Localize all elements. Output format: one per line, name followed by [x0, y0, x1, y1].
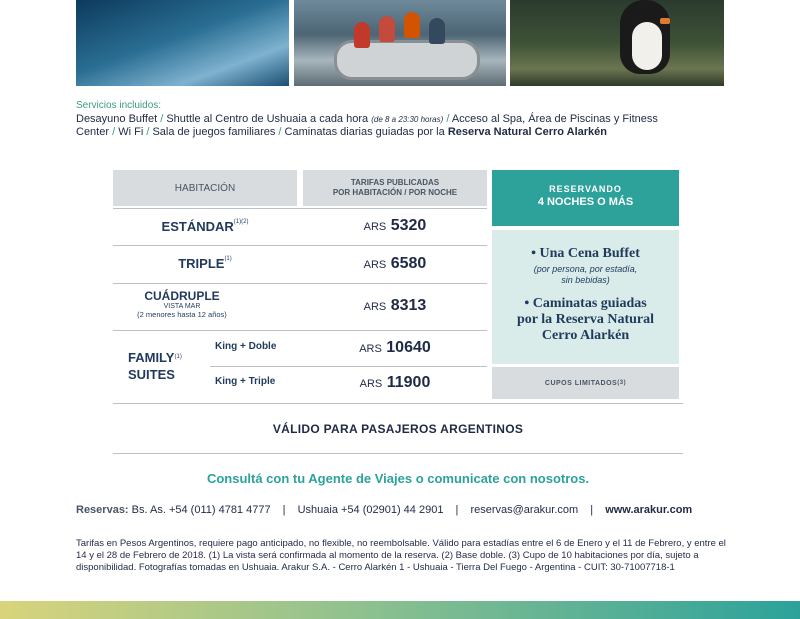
services-line-1: Desayuno Buffet / Shuttle al Centro de Ushuaia a cada hora (de 8 a 23:30 horas) / Acceso al Spa, Área de Piscinas y Fitness	[76, 113, 658, 125]
valid-notice: VÁLIDO PARA PASAJEROS ARGENTINOS	[272, 422, 524, 436]
promo-benefits	[492, 230, 679, 364]
row-divider	[113, 403, 683, 404]
penguin-beak	[660, 18, 670, 24]
room-standard-label: ESTÁNDAR	[161, 219, 234, 234]
header-rates-line2: POR HABITACIÓN / POR NOCHE	[332, 188, 458, 197]
price-value: 8313	[390, 297, 427, 314]
promo-limited-label: CUPOS LIMITADOS	[544, 379, 618, 387]
benefit-walks	[492, 296, 679, 344]
bottom-gradient-band	[0, 601, 800, 619]
promo-header-line2: 4 NOCHES O MÁS	[537, 196, 634, 208]
room-suites-label: SUITES	[128, 367, 175, 382]
service-walks: Caminatas diarias guiadas por la	[284, 126, 445, 138]
currency-label: ARS	[359, 378, 383, 390]
room-family-label: FAMILY	[128, 350, 175, 365]
header-rates	[303, 170, 487, 206]
email-link[interactable]: reservas@arakur.com	[470, 504, 579, 516]
photo-rafting	[294, 0, 506, 86]
photo-lake	[76, 0, 289, 86]
consult-message: Consultá con tu Agente de Viajes o comunicate con nosotros.	[206, 471, 590, 486]
benefit-dinner-note	[492, 264, 679, 286]
services-list	[76, 113, 716, 139]
service-breakfast: Desayuno Buffet	[76, 113, 158, 125]
room-standard	[113, 219, 297, 234]
row-divider	[210, 366, 487, 367]
person-shape	[404, 12, 420, 38]
price-standard	[303, 217, 487, 235]
room-quadruple-view: VISTA MAR	[163, 303, 201, 310]
service-wifi: Wi Fi	[118, 126, 144, 138]
family-option-king-double: King + Doble	[215, 341, 277, 352]
person-shape	[379, 16, 395, 42]
row-divider	[113, 453, 683, 454]
promo-limited-note: (3)	[617, 380, 627, 386]
currency-label: ARS	[363, 221, 387, 233]
benefit-walks-1: • Caminatas guiadas	[524, 296, 647, 311]
header-room: HABITACIÓN	[113, 170, 297, 206]
benefit-dinner-note-1: (por persona, por estadía,	[533, 264, 638, 274]
price-triple	[303, 255, 487, 273]
services-title: Servicios incluidos:	[76, 100, 162, 111]
benefit-walks-2: por la Reserva Natural	[517, 312, 654, 327]
price-value: 11900	[386, 374, 431, 391]
legal-text: Tarifas en Pesos Argentinos, requiere pago anticipado, no flexible, no reembolsable. Válido para estadías entre el 6 de Enero y el 11 de Febrero, y entre el 14 y el 28 de Febrero de 2018. (1) La vista será confirmada al momento de la reserva. (2) Base doble. (3) Cupo de 10 habitaciones por día, sujeto a disponibilidad. Fotografías tomadas en Ushuaia. Arakur S.A. - Cerro Alarkén 1 - Ushuaia - Tierra Del Fuego - Argentina - CUIT: 30-71007718-1	[76, 538, 726, 573]
room-quadruple-label: CUÁDRUPLE	[144, 289, 220, 303]
row-divider	[113, 283, 487, 284]
currency-label: ARS	[363, 301, 387, 313]
promo-limited	[492, 367, 679, 399]
room-quadruple-kids: (2 menores hasta 12 años)	[137, 310, 227, 319]
room-family-note: (1)	[174, 354, 182, 360]
price-quadruple	[303, 297, 487, 315]
service-spa: Acceso al Spa, Área de Piscinas y Fitness	[451, 113, 658, 125]
phone-ushuaia[interactable]: Ushuaia +54 (02901) 44 2901	[297, 504, 444, 516]
header-rates-line1: TARIFAS PUBLICADAS	[350, 178, 440, 187]
family-option-king-triple: King + Triple	[215, 376, 276, 387]
room-triple-note: (1)	[224, 256, 232, 262]
service-shuttle-hours: (de 8 a 23:30 horas)	[371, 115, 444, 124]
currency-label: ARS	[363, 259, 387, 271]
row-divider	[113, 330, 487, 331]
row-divider	[113, 208, 487, 209]
price-value: 5320	[390, 217, 427, 234]
services-line-2: Center / Wi Fi / Sala de juegos familiares / Caminatas diarias guiadas por la Reserva Natural Cerro Alarkén	[76, 126, 607, 138]
benefit-dinner: • Una Cena Buffet	[531, 246, 640, 261]
service-spa-cont: Center	[76, 126, 110, 138]
person-shape	[429, 18, 445, 44]
penguin-belly	[632, 22, 662, 70]
contact-line: Reservas: Bs. As. +54 (011) 4781 4777 | Ushuaia +54 (02901) 44 2901 | reservas@arakur.com | www.arakur.com	[76, 504, 693, 516]
promo-header	[492, 170, 679, 226]
price-king-triple	[303, 374, 487, 392]
price-king-double	[303, 339, 487, 357]
service-shuttle: Shuttle al Centro de Ushuaia a cada hora	[166, 113, 369, 125]
price-value: 10640	[386, 339, 431, 356]
service-games: Sala de juegos familiares	[152, 126, 276, 138]
row-divider	[113, 245, 487, 246]
benefit-dinner-note-2: sin bebidas)	[561, 275, 610, 285]
photo-penguin	[510, 0, 724, 86]
phone-buenos-aires[interactable]: Bs. As. +54 (011) 4781 4777	[131, 504, 271, 516]
website-link[interactable]: www.arakur.com	[605, 504, 693, 516]
room-quadruple	[113, 289, 251, 319]
room-triple-label: TRIPLE	[178, 256, 225, 271]
room-triple	[113, 256, 297, 271]
benefit-walks-3: Cerro Alarkén	[541, 328, 630, 343]
promo-header-line1: RESERVANDO	[549, 184, 622, 194]
price-value: 6580	[390, 255, 427, 272]
contact-label: Reservas:	[76, 504, 129, 516]
currency-label: ARS	[359, 343, 382, 355]
room-family-suites	[128, 349, 198, 383]
room-standard-note: (1)(2)	[233, 219, 249, 225]
person-shape	[354, 22, 370, 48]
service-reserve: Reserva Natural Cerro Alarkén	[447, 126, 607, 138]
